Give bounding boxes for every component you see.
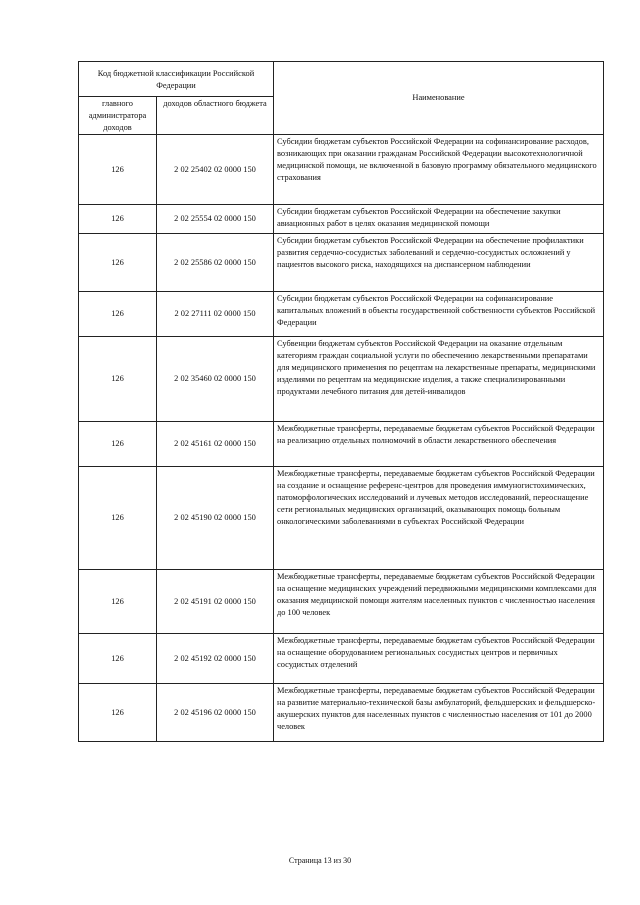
header-name: Наименование <box>274 62 604 135</box>
admin-code-cell: 126 <box>79 570 157 634</box>
name-cell: Субсидии бюджетам субъектов Российской Федерации на обеспечение профилактики развития сердечно-сосудистых заболеваний и сердечно-сосудистых осложнений у пациентов высокого риска, находящихся на диспансерном наблюдении <box>274 234 604 292</box>
table-row <box>79 292 604 337</box>
header-regional-budget-income: доходов областного бюджета <box>157 97 274 135</box>
admin-code-cell: 126 <box>79 234 157 292</box>
page-number: Страница 13 из 30 <box>288 856 352 865</box>
income-code-cell: 2 02 45161 02 0000 150 <box>157 422 274 467</box>
name-cell: Межбюджетные трансферты, передаваемые бюджетам субъектов Российской Федерации на создание и оснащение референс-центров для проведения иммуногистохимических, патоморфологических исследований и лучевых методов исследований, переоснащение сети региональных медицинских организаций, оказывающих помощь больным онкологическими заболеваниями в субъектах Российской Федерации <box>274 467 604 570</box>
income-code-cell: 2 02 25554 02 0000 150 <box>157 205 274 234</box>
name-cell: Субсидии бюджетам субъектов Российской Федерации на обеспечение закупки авиационных работ в целях оказания медицинской помощи <box>274 205 604 234</box>
table-row <box>79 337 604 422</box>
admin-code-cell: 126 <box>79 292 157 337</box>
table-row <box>79 135 604 205</box>
income-code-cell: 2 02 45190 02 0000 150 <box>157 467 274 570</box>
admin-code-cell: 126 <box>79 337 157 422</box>
table-header-row <box>79 62 604 97</box>
name-cell: Межбюджетные трансферты, передаваемые бюджетам субъектов Российской Федерации на оснащение медицинских учреждений передвижными медицинскими комплексами для оказания медицинской помощи жителям населенных пунктов с численностью населения до 100 человек <box>274 570 604 634</box>
income-code-cell: 2 02 35460 02 0000 150 <box>157 337 274 422</box>
admin-code-cell: 126 <box>79 684 157 742</box>
table-row <box>79 234 604 292</box>
table-row <box>79 205 604 234</box>
income-code-cell: 2 02 45192 02 0000 150 <box>157 634 274 684</box>
income-code-cell: 2 02 45196 02 0000 150 <box>157 684 274 742</box>
name-cell: Межбюджетные трансферты, передаваемые бюджетам субъектов Российской Федерации на оснащение оборудованием региональных сосудистых центров и первичных сосудистых отделений <box>274 634 604 684</box>
admin-code-cell: 126 <box>79 467 157 570</box>
table-row <box>79 634 604 684</box>
name-cell: Межбюджетные трансферты, передаваемые бюджетам субъектов Российской Федерации на реализацию отдельных полномочий в области лекарственного обеспечения <box>274 422 604 467</box>
admin-code-cell: 126 <box>79 135 157 205</box>
admin-code-cell: 126 <box>79 422 157 467</box>
table-row <box>79 684 604 742</box>
name-cell: Субвенции бюджетам субъектов Российской Федерации на оказание отдельным категориям граждан социальной услуги по обеспечению лекарственными препаратами для медицинского применения по рецептам на лекарственные препараты, медицинскими изделиями по рецептам на медицинские изделия, а также специализированными продуктами лечебного питания для детей-инвалидов <box>274 337 604 422</box>
name-cell: Субсидии бюджетам субъектов Российской Федерации на софинансирование расходов, возникающих при оказании гражданам Российской Федерации высокотехнологичной медицинской помощи, не включенной в базовую программу обязательного медицинского страхования <box>274 135 604 205</box>
admin-code-cell: 126 <box>79 205 157 234</box>
income-code-cell: 2 02 45191 02 0000 150 <box>157 570 274 634</box>
table-row <box>79 467 604 570</box>
admin-code-cell: 126 <box>79 634 157 684</box>
income-code-cell: 2 02 25402 02 0000 150 <box>157 135 274 205</box>
budget-classification-table <box>78 61 604 742</box>
income-code-cell: 2 02 25586 02 0000 150 <box>157 234 274 292</box>
name-cell: Субсидии бюджетам субъектов Российской Федерации на софинансирование капитальных вложений в объекты государственной собственности субъектов Российской Федерации <box>274 292 604 337</box>
header-main-administrator: главного администратора доходов <box>79 97 157 135</box>
name-cell: Межбюджетные трансферты, передаваемые бюджетам субъектов Российской Федерации на развитие материально-технической базы амбулаторий, фельдшерских и фельдшерско-акушерских пунктов для населенных пунктов с численностью населения от 101 до 2000 человек <box>274 684 604 742</box>
income-code-cell: 2 02 27111 02 0000 150 <box>157 292 274 337</box>
table-row <box>79 422 604 467</box>
header-budget-classification-code: Код бюджетной классификации Российской Федерации <box>79 62 274 97</box>
table-row <box>79 570 604 634</box>
